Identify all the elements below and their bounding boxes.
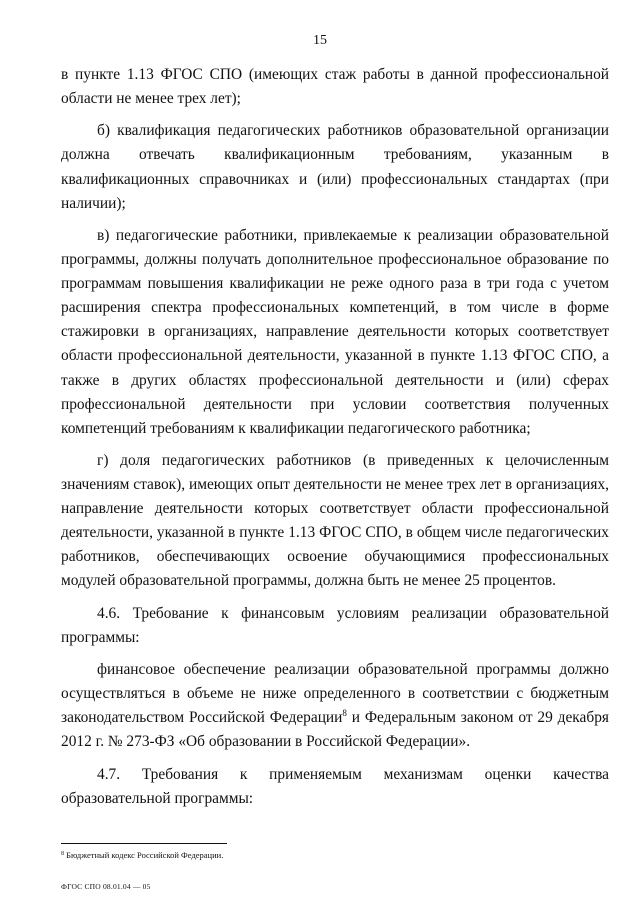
document-body (61, 63, 609, 819)
paragraph-item-v: в) педагогические работники, привлекаемые к реализации образовательной программы, должны получать дополнительное профессиональное образование по программам повышения квалификации не реже одного раза в три года с учетом расширения спектра профессиональных компетенций, в том числе в форме стажировки в организациях, направление деятельности которых соответствует области профессиональной деятельности, указанной в пункте 1.13 ФГОС СПО, а также в других областях профессиональной деятельности и (или) сферах профессиональной деятельности при условии соответствия полученных компетенций требованиям к квалификации педагогического работника; (61, 226, 609, 437)
footnote-reference: 8 (342, 708, 347, 719)
paragraph-continuation: в пункте 1.13 ФГОС СПО (имеющих стаж работы в данной профессиональной области не менее трех лет); (61, 66, 609, 108)
paragraph-item-b: б) квалификация педагогических работников образовательной организации должна отвечать квалификационным требованиям, указанным в квалификационных справочниках и (или) профессиональных стандартах (при наличии); (61, 122, 609, 212)
paragraph-funding (61, 658, 609, 754)
footnote-mark: 8 (61, 851, 64, 857)
footnote (61, 850, 223, 860)
funding-text-end: и Федеральным законом от 29 декабря 2012 г. № 273-ФЗ «Об образовании в Российской Федерации». (61, 709, 609, 751)
funding-text-start: финансовое обеспечение реализации образовательной программы должно осуществляться в объеме не ниже определенного в соответствии с бюджетным законодательством Российской Федерации (61, 661, 609, 727)
footnote-divider (61, 843, 227, 844)
document-code: ФГОС СПО 08.01.04 — 05 (61, 882, 151, 891)
section-4-7-heading: 4.7. Требования к применяемым механизмам оценки качества образовательной программы: (61, 765, 609, 807)
page-number: 15 (313, 33, 327, 48)
section-4-6-heading: 4.6. Требование к финансовым условиям реализации образовательной программы: (61, 604, 609, 646)
paragraph-item-g: г) доля педагогических работников (в приведенных к целочисленным значениям ставок), имеющих опыт деятельности не менее трех лет в организациях, направление деятельности которых соответствует области профессиональной деятельности, указанной в пункте 1.13 ФГОС СПО, в общем числе педагогических работников, обеспечивающих освоение обучающимися профессиональных модулей образовательной программы, должна быть не менее 25 процентов. (61, 451, 609, 590)
footnote-text: Бюджетный кодекс Российской Федерации. (64, 850, 224, 860)
